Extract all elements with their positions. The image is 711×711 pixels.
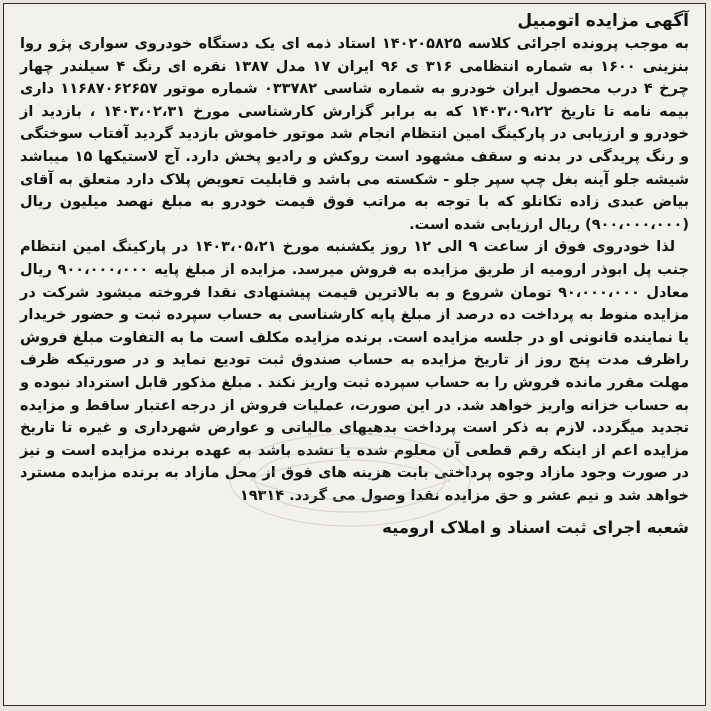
notice-paragraph-2: لذا خودروی فوق از ساعت ۹ الی ۱۲ روز یکشنبه مورخ ۱۴۰۳،۰۵،۲۱ در پارکینگ امین انتظام جنب پل ابوذر ارومیه از طریق مزایده به فروش میرسد. مزایده از مبلغ پایه ۹۰۰،۰۰۰،۰۰۰ ریال معادل ۹۰،۰۰۰،۰۰۰ تومان شروع و به بالاترین قیمت پیشنهادی نقدا فروخته میشود شرکت در مزایده منوط به پرداخت ده درصد از مبلغ پایه کارشناسی به حساب سپرده ثبت و حضور خریدار یا نماینده قانونی او در جلسه مزایده است. برنده مزایده مکلف است ما به التفاوت مبلغ فروش راظرف مدت پنج روز از تاریخ مزایده به حساب صندوق ثبت تودیع نماید و در صورتیکه ظرف مهلت مقرر مانده فروش را به حساب سپرده ثبت واریز نکند . مبلغ مذکور قابل استرداد نبوده و به حساب خزانه واریز خواهد شد. در این صورت، عملیات فروش از درجه اعتبار ساقط و مزایده تجدید میگردد. لازم به ذکر است پرداخت بدهیهای مالیاتی و عوارض شهرداری و غیره تا تاریخ مزایده اعم از اینکه رقم قطعی آن معلوم شده یا نشده باشد به عهده برنده مزایده است و نیز در صورت وجود مازاد وجوه پرداختی بابت هزینه های فوق از محل مازاد به برنده مزایده مسترد خواهد شد و نیم عشر و حق مزایده نقدا وصول می گردد. ۱۹۳۱۴ <box>20 239 689 504</box>
notice-paragraph-1: به موجب پرونده اجرائی کلاسه ۱۴۰۲۰۵۸۲۵ استاد ذمه ای یک دستگاه خودروی سواری پژو روا بنزینی ۱۶۰۰ به شماره انتظامی ۳۱۶ ی ۹۶ ایران ۱۷ مدل ۱۳۸۷ نقره ای رنگ ۴ سیلندر چهار چرخ ۴ درب محصول ایران خودرو به شماره شاسی ۰۳۳۷۸۲ شماره موتور ۱۱۶۸۷۰۶۲۶۵۷ داری بیمه نامه تا تاریخ ۱۴۰۳،۰۹،۲۲ که به برابر گزارش کارشناسی مورخ ۱۴۰۳،۰۲،۳۱ ، بازدید از خودرو و ارزیابی در پارکینگ امین انتظام انجام شد موتور خاموش بازدید گردید آفتاب سوختگی و رنگ پریدگی در بدنه و سقف مشهود است روکش و رادیو پخش دارد. آج لاستیکها ۱۵ میباشد شیشه جلو آینه بغل چپ سپر جلو - شکسته می باشد و قابلیت تعویض پلاک دارد متعلق به آقای بیاض عبدی زاده تکانلو که با توجه به مراتب فوق قیمت خودرو به مبلغ نهصد میلیون ریال (۹۰۰،۰۰۰،۰۰۰) ریال ارزیابی شده است. <box>20 36 690 233</box>
notice-page <box>3 3 706 706</box>
notice-signature: شعبه اجرای ثبت اسناد و املاک ارومیه <box>382 518 689 538</box>
notice-title: آگهی مزایده اتومبیل <box>517 11 689 31</box>
